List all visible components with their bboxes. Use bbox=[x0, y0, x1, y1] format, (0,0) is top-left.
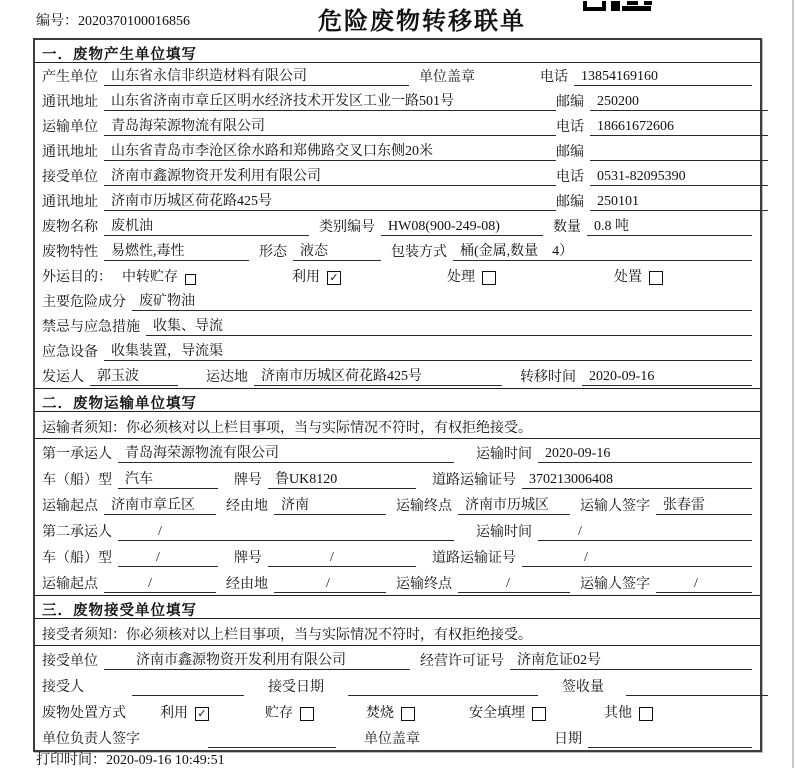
row-consignor bbox=[35, 363, 760, 388]
option-utilize-label: 利用 bbox=[292, 270, 320, 285]
print-time-value: 2020-09-16 10:49:51 bbox=[106, 753, 225, 768]
row-waste-name bbox=[35, 213, 760, 238]
second-carrier-label: 第二承运人 bbox=[42, 525, 112, 540]
hazard-components-label: 主要危险成分 bbox=[42, 295, 126, 310]
receiver-unit-seal-label: 单位盖章 bbox=[364, 732, 420, 747]
receiver-zip-label: 邮编 bbox=[556, 195, 584, 210]
destination-field: 济南市历城区荷花路425号 bbox=[254, 365, 502, 386]
transporter-value-field: 青岛海荣源物流有限公司 bbox=[104, 115, 556, 136]
consignor-label: 发运人 bbox=[42, 370, 84, 385]
producer-zip-field: 250200 bbox=[590, 94, 768, 111]
second-road-permit-field: / bbox=[522, 550, 752, 567]
row-first-route bbox=[35, 491, 760, 517]
second-transport-date-field: / bbox=[538, 524, 752, 541]
license-number-label: 经营许可证号 bbox=[420, 654, 504, 669]
disposal-other-checkbox bbox=[639, 707, 653, 721]
second-via-field: / bbox=[274, 576, 386, 593]
row-disposal-method bbox=[35, 698, 760, 724]
document-number-value: 2020370100016856 bbox=[78, 14, 190, 29]
transporter-zip-field bbox=[590, 160, 768, 161]
second-transport-date-label: 运输时间 bbox=[476, 525, 532, 540]
first-origin-label: 运输起点 bbox=[42, 499, 98, 514]
producer-address-field: 山东省济南市章丘区明水经济技术开发区工业一路501号 bbox=[104, 90, 556, 111]
transporter-phone-field: 18661672606 bbox=[590, 119, 768, 136]
disposal-store-checkbox bbox=[300, 707, 314, 721]
second-carrier-field: / bbox=[118, 524, 454, 541]
physical-form-label: 形态 bbox=[259, 245, 287, 260]
second-terminus-label: 运输终点 bbox=[396, 577, 452, 592]
section-transporter-title: 二．废物运输单位填写 bbox=[35, 389, 760, 412]
row-hazard-components bbox=[35, 288, 760, 313]
receiver-value-field: 济南市鑫源物资开发利用有限公司 bbox=[104, 165, 556, 186]
disposal-incinerate-checkbox bbox=[401, 707, 415, 721]
quantity-label: 数量 bbox=[553, 220, 581, 235]
receiver-address-label: 通讯地址 bbox=[42, 195, 98, 210]
section-producer-title: 一．废物产生单位填写 bbox=[35, 40, 760, 63]
transfer-date-label: 转移时间 bbox=[520, 370, 576, 385]
first-plate-label: 牌号 bbox=[234, 473, 262, 488]
row-emergency-equipment bbox=[35, 338, 760, 363]
first-carrier-label: 第一承运人 bbox=[42, 447, 112, 462]
producer-label: 产生单位 bbox=[42, 70, 98, 85]
transfer-manifest-form bbox=[33, 38, 762, 752]
first-origin-field: 济南市章丘区 bbox=[104, 494, 216, 515]
first-carrier-signature-label: 运输人签字 bbox=[580, 499, 650, 514]
section-receiver-title: 三．废物接受单位填写 bbox=[35, 596, 760, 619]
row-receiver bbox=[35, 163, 760, 188]
emergency-equipment-label: 应急设备 bbox=[42, 345, 98, 360]
row-second-carrier bbox=[35, 517, 760, 543]
first-road-permit-label: 道路运输证号 bbox=[432, 473, 516, 488]
waste-traits-label: 废物特性 bbox=[42, 245, 98, 260]
option-disposal-landfill bbox=[469, 702, 546, 722]
receiving-unit-field: 济南市鑫源物资开发利用有限公司 bbox=[104, 649, 410, 670]
row-responsible-signature bbox=[35, 724, 760, 750]
option-disposal-incinerate bbox=[366, 702, 415, 722]
section-receiver bbox=[35, 595, 760, 750]
row-producer bbox=[35, 63, 760, 88]
transporter-notice: 运输者须知：你必须核对以上栏目事项，当与实际情况不符时，有权拒绝接受。 bbox=[35, 412, 760, 439]
receiver-zip-field: 250101 bbox=[590, 194, 768, 211]
transporter-address-label: 通讯地址 bbox=[42, 145, 98, 160]
row-waste-traits bbox=[35, 238, 760, 263]
first-transport-date-label: 运输时间 bbox=[476, 447, 532, 462]
first-plate-field: 鲁UK8120 bbox=[268, 468, 416, 489]
first-carrier-signature-field: 张春雷 bbox=[656, 494, 752, 515]
responsible-signature-field bbox=[208, 747, 336, 748]
second-origin-label: 运输起点 bbox=[42, 577, 98, 592]
option-transit-storage-label: 中转贮存 bbox=[122, 270, 178, 285]
responsible-signature-label: 单位负责人签字 bbox=[42, 732, 140, 747]
transporter-zip-label: 邮编 bbox=[556, 145, 584, 160]
first-via-label: 经由地 bbox=[226, 499, 268, 514]
qr-code-fragment bbox=[583, 0, 655, 16]
print-time-label: 打印时间： bbox=[36, 753, 106, 768]
emergency-equipment-field: 收集装置，导流渠 bbox=[104, 340, 752, 361]
row-transfer-purpose bbox=[35, 263, 760, 288]
option-dispose bbox=[614, 266, 663, 286]
emergency-measures-field: 收集、导流 bbox=[146, 315, 752, 336]
option-disposal-other-label: 其他 bbox=[604, 706, 632, 721]
packing-label: 包装方式 bbox=[391, 245, 447, 260]
row-transporter-address bbox=[35, 138, 760, 163]
receive-date-label: 接受日期 bbox=[268, 680, 324, 695]
option-disposal-other bbox=[604, 702, 653, 722]
page-right-edge bbox=[792, 0, 794, 768]
transporter-label: 运输单位 bbox=[42, 120, 98, 135]
row-second-route bbox=[35, 569, 760, 595]
option-disposal-store bbox=[265, 702, 314, 722]
row-producer-address bbox=[35, 88, 760, 113]
row-receiver-person bbox=[35, 672, 760, 698]
second-road-permit-label: 道路运输证号 bbox=[432, 551, 516, 566]
second-vehicle-type-field: / bbox=[118, 550, 218, 567]
waste-name-field: 废机油 bbox=[104, 215, 309, 236]
packing-field: 桶(金属,数量 4） bbox=[453, 240, 752, 261]
first-vehicle-type-label: 车（船）型 bbox=[42, 473, 112, 488]
second-carrier-signature-label: 运输人签字 bbox=[580, 577, 650, 592]
received-quantity-label: 签收量 bbox=[562, 680, 604, 695]
print-time bbox=[36, 749, 225, 769]
option-disposal-landfill-label: 安全填埋 bbox=[469, 706, 525, 721]
treat-checkbox bbox=[482, 271, 496, 285]
first-terminus-label: 运输终点 bbox=[396, 499, 452, 514]
page-title: 危险废物转移联单 bbox=[318, 9, 526, 35]
producer-phone-field: 13854169160 bbox=[574, 69, 752, 86]
document-number bbox=[36, 10, 190, 30]
emergency-measures-label: 禁忌与应急措施 bbox=[42, 320, 140, 335]
producer-address-label: 通讯地址 bbox=[42, 95, 98, 110]
option-disposal-utilize-label: 利用 bbox=[160, 706, 188, 721]
receiver-address-field: 济南市历城区荷花路425号 bbox=[104, 190, 556, 211]
row-second-vehicle bbox=[35, 543, 760, 569]
row-transporter bbox=[35, 113, 760, 138]
option-dispose-label: 处置 bbox=[614, 270, 642, 285]
second-plate-field: / bbox=[268, 550, 416, 567]
receiver-phone-field: 0531-82095390 bbox=[590, 169, 768, 186]
transfer-purpose-label: 外运目的： bbox=[42, 270, 112, 285]
receiver-notice: 接受者须知：你必须核对以上栏目事项，当与实际情况不符时，有权拒绝接受。 bbox=[35, 619, 760, 646]
seal-date-label: 日期 bbox=[554, 732, 582, 747]
transfer-date-field: 2020-09-16 bbox=[582, 369, 752, 386]
seal-date-field bbox=[588, 747, 752, 748]
receiving-unit-label: 接受单位 bbox=[42, 654, 98, 669]
waste-name-label: 废物名称 bbox=[42, 220, 98, 235]
destination-label: 运达地 bbox=[206, 370, 248, 385]
option-disposal-utilize bbox=[160, 702, 209, 722]
transit-storage-checkbox bbox=[185, 274, 196, 285]
second-origin-field: / bbox=[104, 576, 216, 593]
first-carrier-field: 青岛海荣源物流有限公司 bbox=[118, 442, 454, 463]
category-code-label: 类别编号 bbox=[319, 220, 375, 235]
quantity-field: 0.8 吨 bbox=[587, 215, 752, 236]
producer-value-field: 山东省永信非织造材料有限公司 bbox=[104, 65, 409, 86]
first-vehicle-type-field: 汽车 bbox=[118, 468, 218, 489]
dispose-checkbox bbox=[649, 271, 663, 285]
row-receiving-unit bbox=[35, 646, 760, 672]
row-emergency-measures bbox=[35, 313, 760, 338]
option-treat bbox=[447, 266, 496, 286]
section-producer bbox=[35, 40, 760, 388]
disposal-method-label: 废物处置方式 bbox=[42, 706, 126, 721]
consignor-field: 郭玉波 bbox=[90, 365, 178, 386]
first-via-field: 济南 bbox=[274, 494, 386, 515]
producer-zip-label: 邮编 bbox=[556, 95, 584, 110]
second-terminus-field: / bbox=[458, 576, 570, 593]
receiver-phone-label: 电话 bbox=[556, 170, 584, 185]
disposal-landfill-checkbox bbox=[532, 707, 546, 721]
receive-date-field bbox=[348, 695, 538, 696]
first-transport-date-field: 2020-09-16 bbox=[538, 446, 752, 463]
unit-seal-label: 单位盖章 bbox=[419, 70, 475, 85]
transporter-address-field: 山东省青岛市李沧区徐水路和郑佛路交叉口东侧20米 bbox=[104, 140, 556, 161]
option-treat-label: 处理 bbox=[447, 270, 475, 285]
second-vehicle-type-label: 车（船）型 bbox=[42, 551, 112, 566]
hazard-components-field: 废矿物油 bbox=[132, 290, 752, 311]
second-carrier-signature-field: / bbox=[656, 576, 752, 593]
row-first-carrier bbox=[35, 439, 760, 465]
received-quantity-field bbox=[626, 695, 768, 696]
first-road-permit-field: 370213006408 bbox=[522, 472, 752, 489]
transporter-phone-label: 电话 bbox=[556, 120, 584, 135]
receiver-label: 接受单位 bbox=[42, 170, 98, 185]
section-transporter bbox=[35, 388, 760, 595]
waste-traits-field: 易燃性,毒性 bbox=[104, 240, 249, 261]
physical-form-field: 液态 bbox=[293, 240, 381, 261]
option-disposal-store-label: 贮存 bbox=[265, 706, 293, 721]
row-first-vehicle bbox=[35, 465, 760, 491]
document-number-label: 编号： bbox=[36, 14, 78, 29]
category-code-field: HW08(900-249-08) bbox=[381, 219, 543, 236]
option-transit-storage bbox=[122, 266, 196, 286]
first-terminus-field: 济南市历城区 bbox=[458, 494, 570, 515]
license-number-field: 济南危证02号 bbox=[510, 649, 752, 670]
option-utilize bbox=[292, 266, 341, 286]
second-via-label: 经由地 bbox=[226, 577, 268, 592]
option-disposal-incinerate-label: 焚烧 bbox=[366, 706, 394, 721]
utilize-checkbox: ✓ bbox=[327, 271, 341, 285]
producer-phone-label: 电话 bbox=[540, 70, 568, 85]
second-plate-label: 牌号 bbox=[234, 551, 262, 566]
receiver-person-field bbox=[132, 695, 244, 696]
disposal-utilize-checkbox: ✓ bbox=[195, 707, 209, 721]
row-receiver-address bbox=[35, 188, 760, 213]
receiver-person-label: 接受人 bbox=[42, 680, 84, 695]
